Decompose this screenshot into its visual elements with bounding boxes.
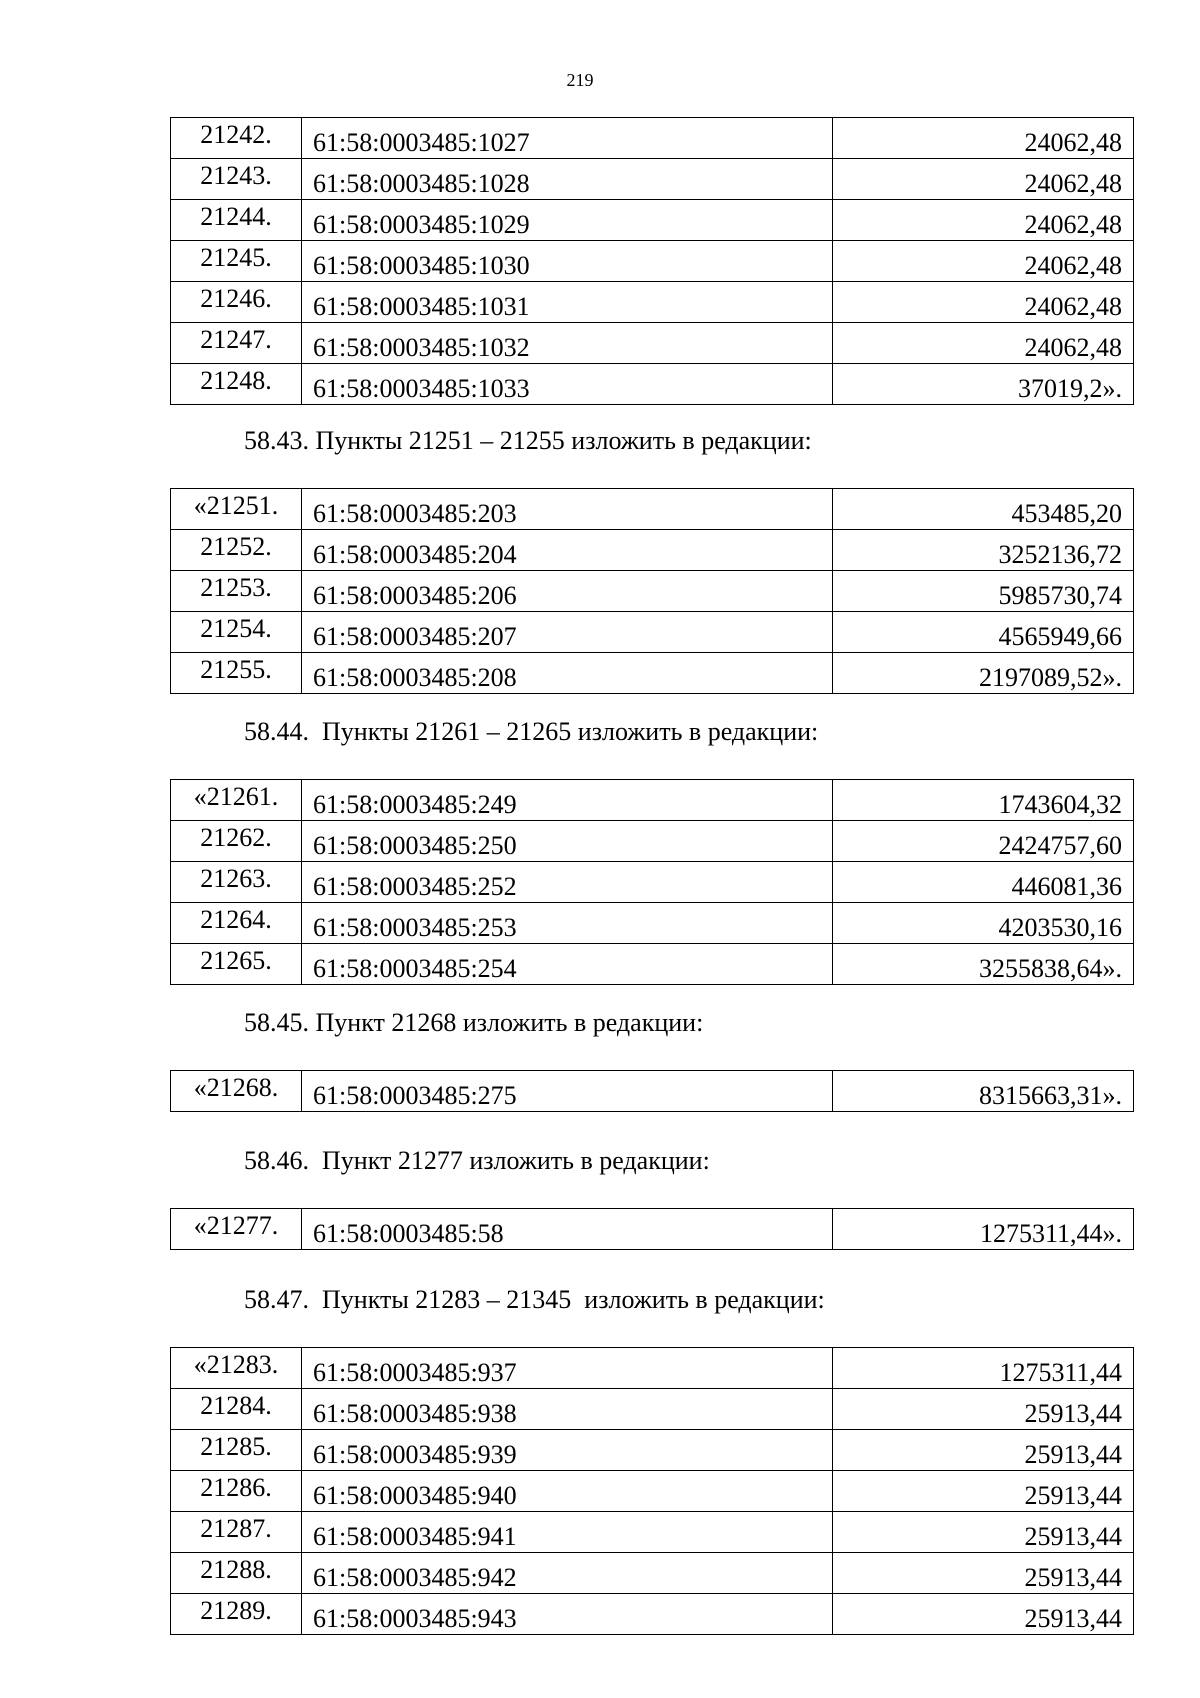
cadastral-number: 61:58:0003485:1031 [302,282,833,323]
cadastral-value: 37019,2». [833,364,1134,405]
parcel-table-2 [170,488,1134,694]
cadastral-value: 24062,48 [833,241,1134,282]
cadastral-number: 61:58:0003485:1033 [302,364,833,405]
table-row [171,612,1134,653]
table-row [171,1471,1134,1512]
parcel-table-5 [170,1208,1134,1250]
table-row [171,1209,1134,1250]
cadastral-value: 24062,48 [833,323,1134,364]
table-row [171,323,1134,364]
cadastral-number: 61:58:0003485:938 [302,1389,833,1430]
cadastral-number: 61:58:0003485:275 [302,1071,833,1112]
cadastral-value: 24062,48 [833,282,1134,323]
item-number: 21243. [171,159,302,200]
cadastral-value: 25913,44 [833,1512,1134,1553]
cadastral-value: 24062,48 [833,118,1134,159]
cadastral-value: 25913,44 [833,1553,1134,1594]
cadastral-value: 25913,44 [833,1389,1134,1430]
cadastral-value: 453485,20 [833,489,1134,530]
paragraph-58-46: 58.46. Пункт 21277 изложить в редакции: [244,1146,710,1175]
table-row [171,780,1134,821]
item-number: «21283. [171,1348,302,1389]
paragraph-58-45: 58.45. Пункт 21268 изложить в редакции: [244,1008,704,1037]
item-number: 21254. [171,612,302,653]
item-number: 21286. [171,1471,302,1512]
table-row [171,241,1134,282]
table-row [171,364,1134,405]
table-row [171,159,1134,200]
cadastral-value: 1743604,32 [833,780,1134,821]
cadastral-number: 61:58:0003485:1032 [302,323,833,364]
item-number: 21246. [171,282,302,323]
item-number: 21284. [171,1389,302,1430]
item-number: 21287. [171,1512,302,1553]
table-row [171,944,1134,985]
cadastral-number: 61:58:0003485:1030 [302,241,833,282]
cadastral-number: 61:58:0003485:249 [302,780,833,821]
cadastral-number: 61:58:0003485:940 [302,1471,833,1512]
paragraph-58-43: 58.43. Пункты 21251 – 21255 изложить в редакции: [244,426,812,455]
parcel-table-6 [170,1347,1134,1635]
cadastral-number: 61:58:0003485:204 [302,530,833,571]
item-number: 21242. [171,118,302,159]
cadastral-value: 24062,48 [833,159,1134,200]
table-body [171,1348,1134,1635]
item-number: «21268. [171,1071,302,1112]
cadastral-number: 61:58:0003485:942 [302,1553,833,1594]
cadastral-number: 61:58:0003485:941 [302,1512,833,1553]
table-body [171,489,1134,694]
cadastral-value: 3255838,64». [833,944,1134,985]
item-number: 21244. [171,200,302,241]
cadastral-value: 25913,44 [833,1594,1134,1635]
item-number: 21245. [171,241,302,282]
table-row [171,1389,1134,1430]
item-number: 21264. [171,903,302,944]
cadastral-value: 24062,48 [833,200,1134,241]
cadastral-value: 446081,36 [833,862,1134,903]
paragraph-58-47: 58.47. Пункты 21283 – 21345 изложить в редакции: [244,1285,825,1314]
table-body [171,1071,1134,1112]
table-body [171,1209,1134,1250]
parcel-table-4 [170,1070,1134,1112]
cadastral-number: 61:58:0003485:937 [302,1348,833,1389]
cadastral-number: 61:58:0003485:253 [302,903,833,944]
paragraph-58-44: 58.44. Пункты 21261 – 21265 изложить в редакции: [244,717,819,746]
table-row [171,1553,1134,1594]
cadastral-value: 5985730,74 [833,571,1134,612]
cadastral-number: 61:58:0003485:207 [302,612,833,653]
cadastral-value: 1275311,44». [833,1209,1134,1250]
page-number: 219 [566,70,594,90]
item-number: 21285. [171,1430,302,1471]
cadastral-value: 2197089,52». [833,653,1134,694]
cadastral-number: 61:58:0003485:206 [302,571,833,612]
table-row [171,1348,1134,1389]
table-row [171,530,1134,571]
cadastral-number: 61:58:0003485:208 [302,653,833,694]
item-number: «21251. [171,489,302,530]
cadastral-number: 61:58:0003485:939 [302,1430,833,1471]
cadastral-number: 61:58:0003485:1028 [302,159,833,200]
cadastral-value: 8315663,31». [833,1071,1134,1112]
item-number: 21253. [171,571,302,612]
cadastral-number: 61:58:0003485:250 [302,821,833,862]
table-row [171,200,1134,241]
item-number: «21277. [171,1209,302,1250]
table-row [171,571,1134,612]
item-number: 21263. [171,862,302,903]
cadastral-value: 4203530,16 [833,903,1134,944]
table-row [171,903,1134,944]
cadastral-number: 61:58:0003485:1029 [302,200,833,241]
cadastral-number: 61:58:0003485:1027 [302,118,833,159]
parcel-table-3 [170,779,1134,985]
table-row [171,489,1134,530]
cadastral-number: 61:58:0003485:252 [302,862,833,903]
table-row [171,282,1134,323]
item-number: 21288. [171,1553,302,1594]
item-number: 21262. [171,821,302,862]
table-body [171,118,1134,405]
cadastral-number: 61:58:0003485:943 [302,1594,833,1635]
table-body [171,780,1134,985]
item-number: 21289. [171,1594,302,1635]
item-number: 21247. [171,323,302,364]
cadastral-value: 25913,44 [833,1471,1134,1512]
table-row [171,1512,1134,1553]
table-row [171,1071,1134,1112]
table-row [171,653,1134,694]
item-number: 21252. [171,530,302,571]
table-row [171,821,1134,862]
table-row [171,1430,1134,1471]
cadastral-value: 3252136,72 [833,530,1134,571]
table-row [171,1594,1134,1635]
item-number: 21248. [171,364,302,405]
table-row [171,118,1134,159]
cadastral-number: 61:58:0003485:254 [302,944,833,985]
cadastral-value: 2424757,60 [833,821,1134,862]
cadastral-value: 1275311,44 [833,1348,1134,1389]
parcel-table-1 [170,117,1134,405]
item-number: 21265. [171,944,302,985]
cadastral-number: 61:58:0003485:203 [302,489,833,530]
item-number: 21255. [171,653,302,694]
cadastral-number: 61:58:0003485:58 [302,1209,833,1250]
cadastral-value: 4565949,66 [833,612,1134,653]
cadastral-value: 25913,44 [833,1430,1134,1471]
item-number: «21261. [171,780,302,821]
table-row [171,862,1134,903]
